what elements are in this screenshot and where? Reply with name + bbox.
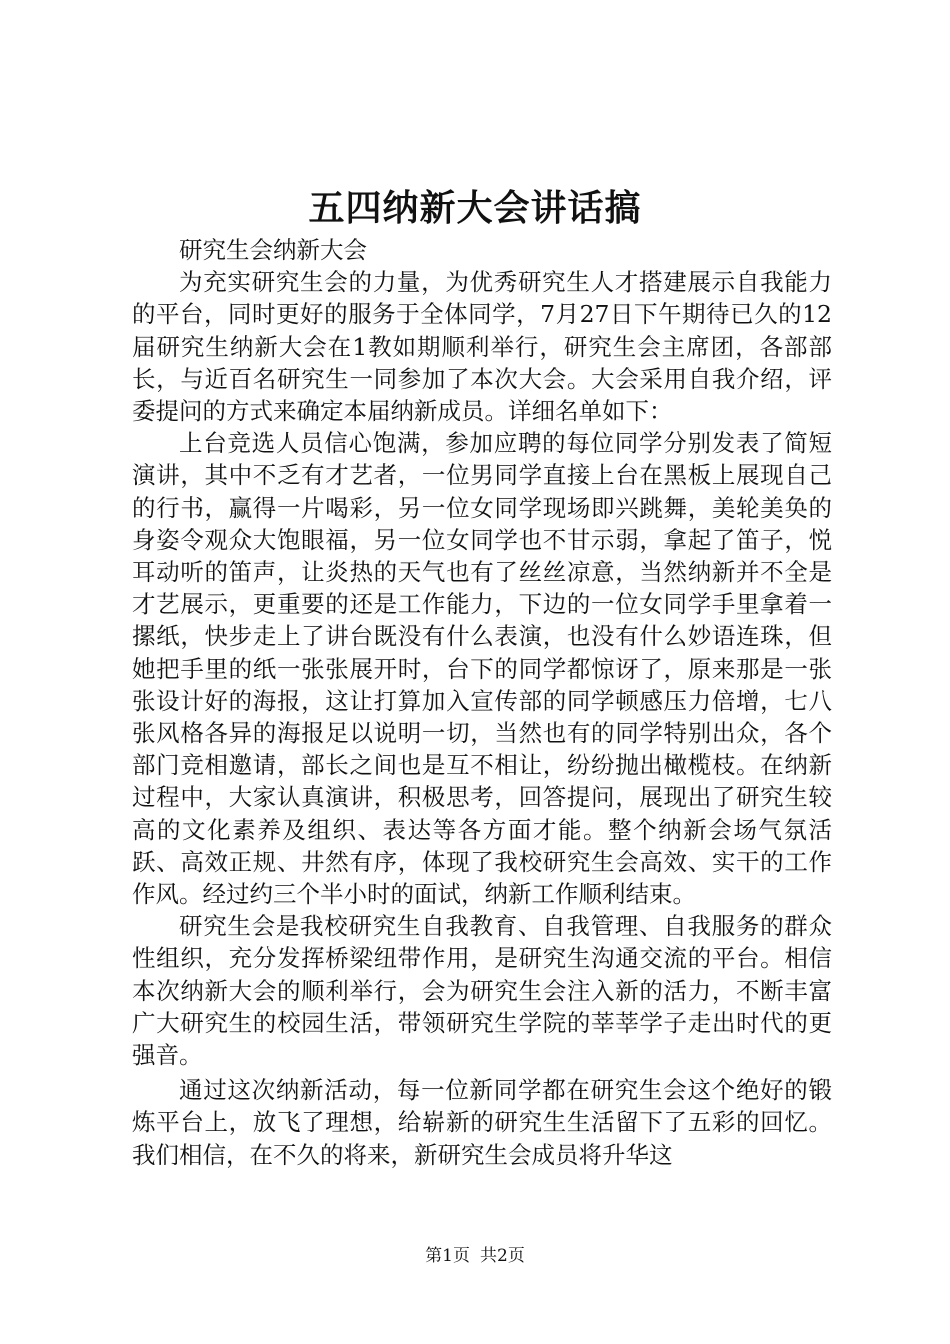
paragraph-organization: 研究生会是我校研究生自我教育、自我管理、自我服务的群众性组织，充分发挥桥梁纽带作用，是研究生沟通交流的平台。相信本次纳新大会的顺利举行，会为研究生会注入新的活力，不断丰富广大研究生的校园生活，带领研究生学院的莘莘学子走出时代的更强音。: [132, 912, 832, 1070]
document-title: 五四纳新大会讲话搞: [308, 187, 642, 229]
paragraph-event-details: 上台竞选人员信心饱满，参加应聘的每位同学分别发表了简短演讲，其中不乏有才艺者，一位男同学直接上台在黑板上展现自己的行书，赢得一片喝彩，另一位女同学现场即兴跳舞，美轮美奂的身姿令观众大饱眼福，另一位女同学也不甘示弱，拿起了笛子，悦耳动听的笛声，让炎热的天气也有了丝丝凉意，当然纳新并不全是才艺展示，更重要的还是工作能力，下边的一位女同学手里拿着一摞纸，快步走上了讲台既没有什么表演，也没有什么妙语连珠，但她把手里的纸一张张展开时，台下的同学都惊讶了，原来那是一张张设计好的海报，这让打算加入宣传部的同学顿感压力倍增，七八张风格各异的海报足以说明一切，当然也有的同学特别出众，各个部门竞相邀请，部长之间也是互不相让，纷纷抛出橄榄枝。在纳新过程中，大家认真演讲，积极思考，回答提问，展现出了研究生较高的文化素养及组织、表达等各方面才能。整个纳新会场气氛活跃、高效正规、井然有序，体现了我校研究生会高效、实干的工作作风。经过约三个半小时的面试，纳新工作顺利结束。: [132, 429, 832, 909]
paragraph-intro: 为充实研究生会的力量，为优秀研究生人才搭建展示自我能力的平台，同时更好的服务于全体同学，7月27日下午期待已久的12届研究生纳新大会在1教如期顺利举行，研究生会主席团，各部部长，与近百名研究生一同参加了本次大会。大会采用自我介绍，评委提问的方式来确定本届纳新成员。详细名单如下：: [132, 268, 832, 426]
page-footer: [0, 1244, 950, 1268]
paragraph-subtitle: 研究生会纳新大会: [179, 236, 367, 264]
paragraph-conclusion: 通过这次纳新活动，每一位新同学都在研究生会这个绝好的锻炼平台上，放飞了理想，给崭新的研究生生活留下了五彩的回忆。我们相信，在不久的将来，新研究生会成员将升华这: [132, 1076, 832, 1169]
document-body: [132, 234, 832, 1171]
page-number-current: 第1页: [425, 1246, 470, 1266]
page-number-total: 共2页: [480, 1246, 525, 1266]
